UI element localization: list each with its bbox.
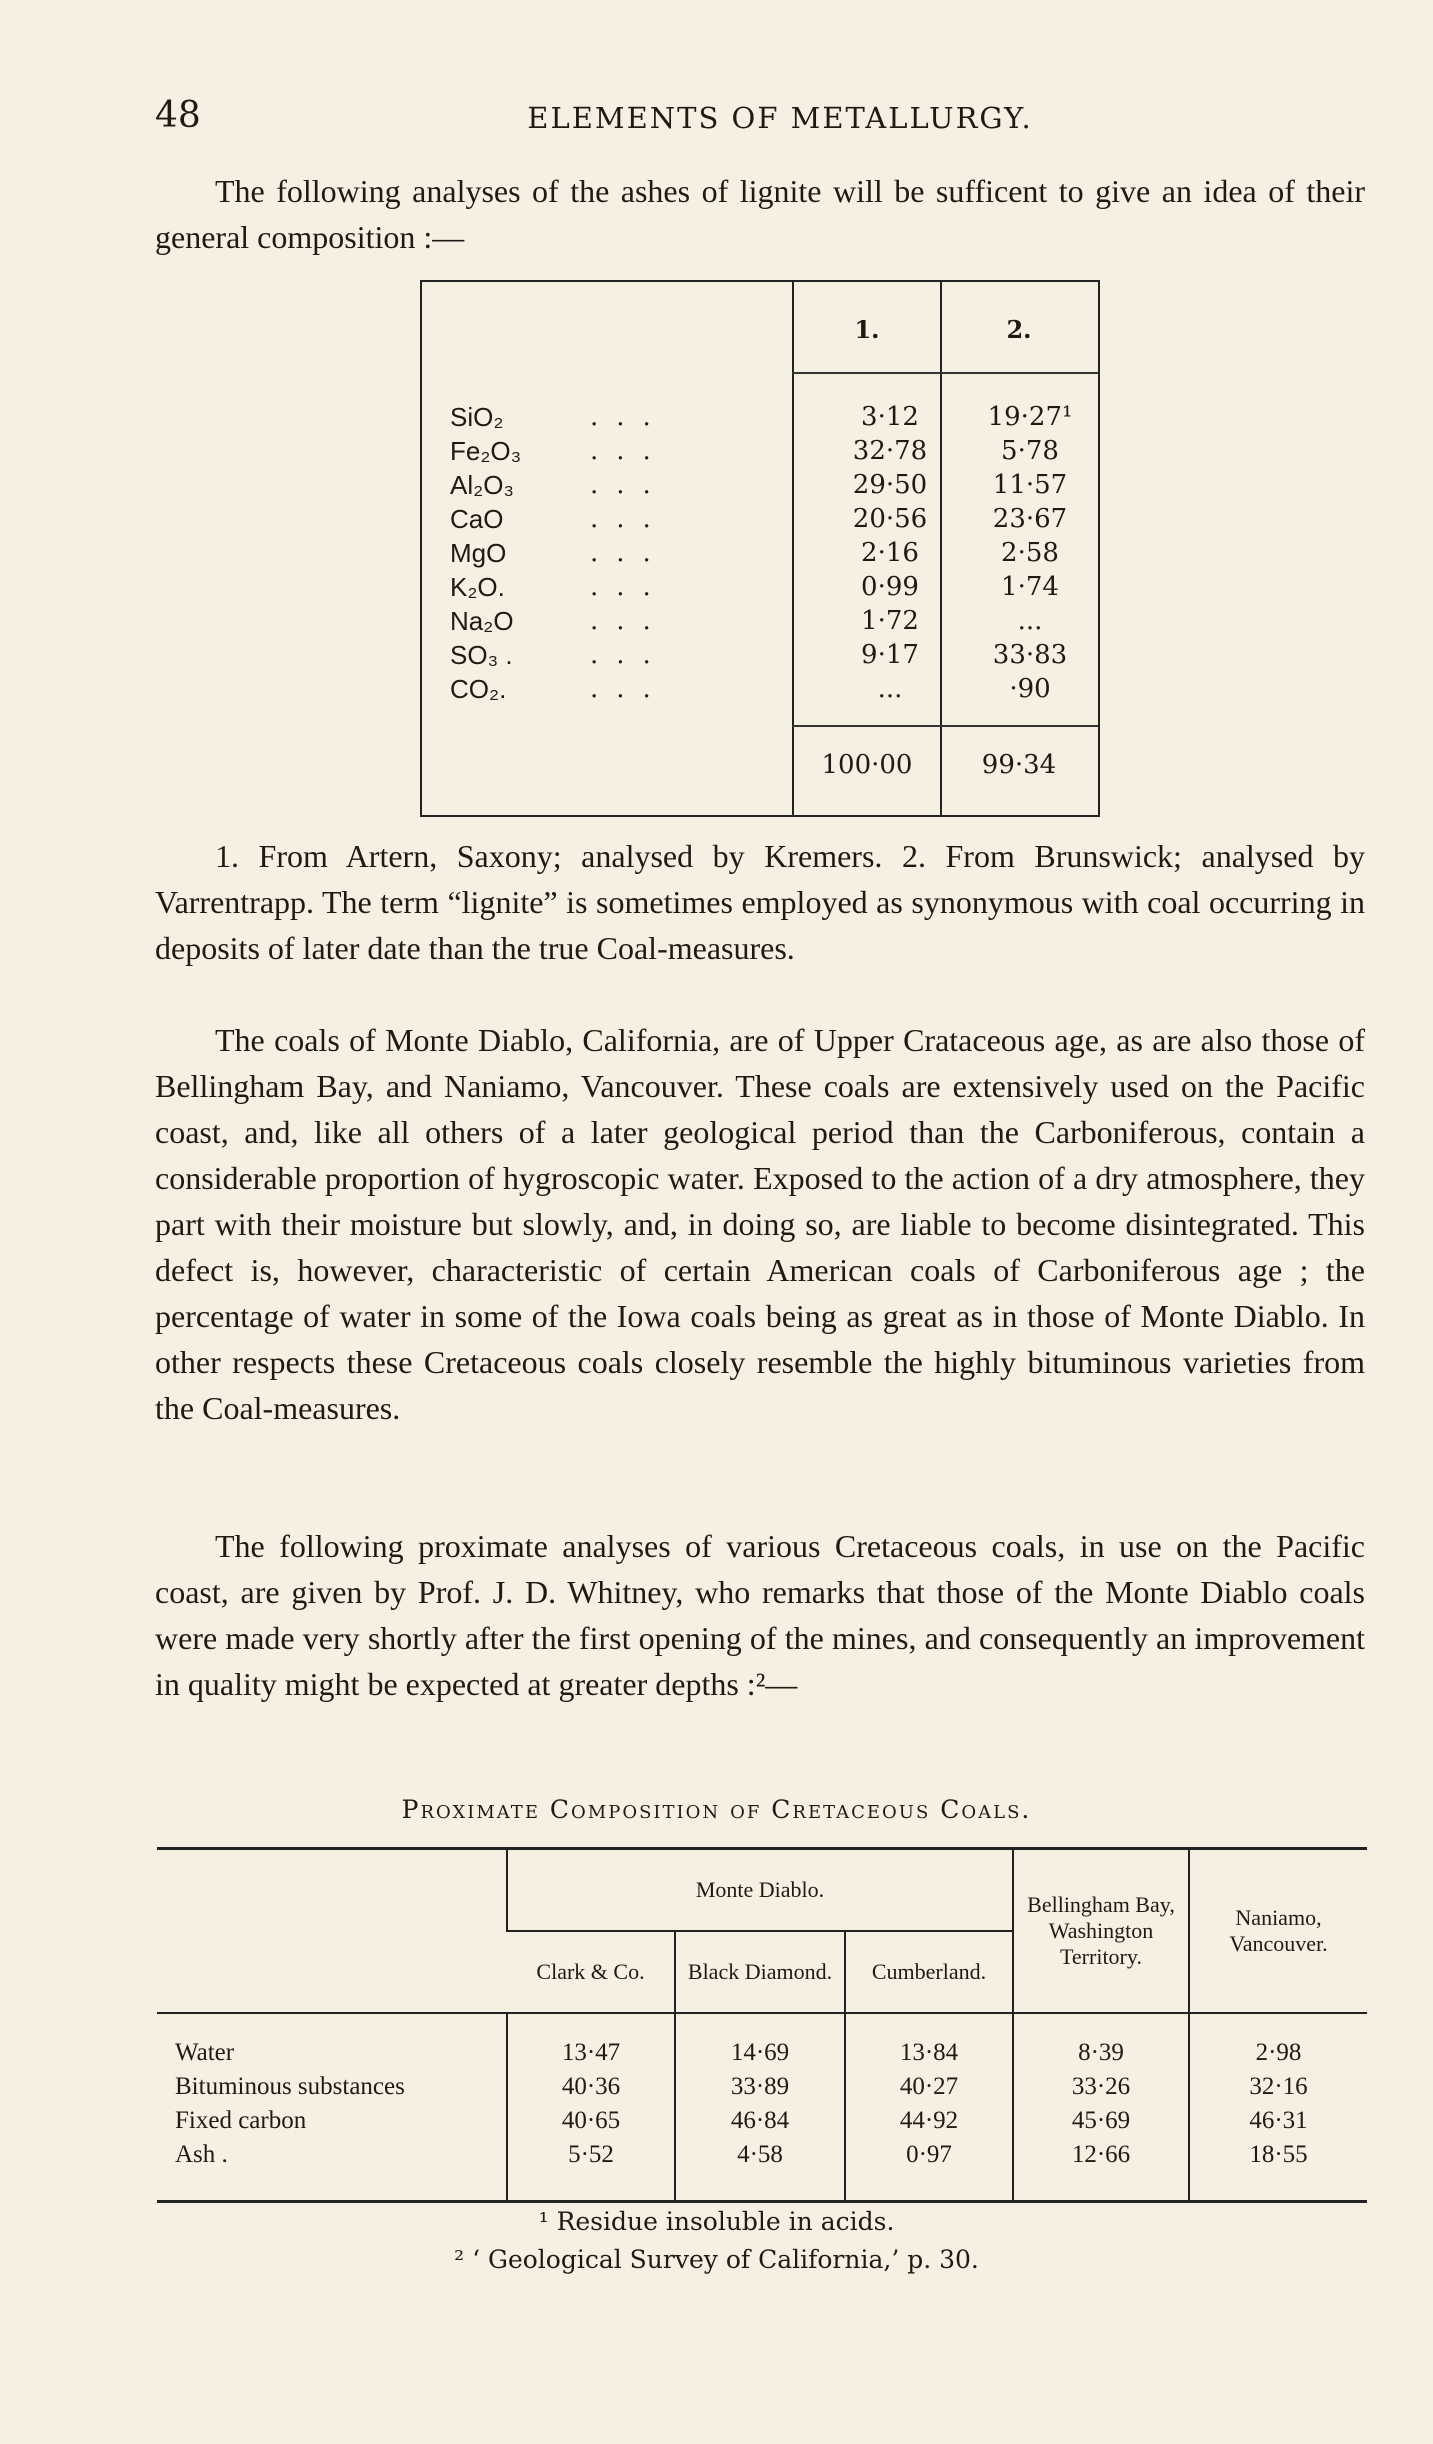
lignite-ash-table [420,280,1100,817]
total-2: 99·34 [981,750,1057,780]
table-row: K₂O. ... 0·99 1·74 [450,572,1059,602]
table-rows [450,400,1090,706]
table-caption: Proximate Composition of Cretaceous Coals. [401,1795,1032,1824]
column-header-1: 1. [854,315,880,344]
table-row: Al₂O₃ ... 29·50 11·57 [450,470,1068,500]
table-row: CaO ... 20·56 23·67 [450,504,1068,534]
table-row: Bituminous substances 40·36 33·89 40·27 33·26 32·16 [157,2070,1367,2104]
clark-header: Clark & Co. [507,1931,675,2013]
running-title: ELEMENTS OF METALLURGY. [527,101,1033,135]
table-row: MgO ... 2·16 2·58 [450,538,1059,568]
naniamo-header: Naniamo, Vancouver. [1189,1849,1367,2014]
paragraph-proximate-analyses: The following proximate analyses of various Cretaceous coals, in use on the Pacific coast, are given by Prof. J. D. Whitney, who remarks that those of the Monte Diablo coals were made very shortly after the first opening of the mines, and consequently an improvement in quality might be expected at greater depths :²— [155,1528,1365,1702]
bellingham-header: Bellingham Bay, Washington Territory. [1013,1849,1189,2014]
table-row: SO₃ . ... 9·17 33·83 [450,640,1068,670]
table-row: Fe₂O₃ ... 32·78 5·78 [450,436,1059,466]
table-row: Na₂O ... 1·72 ... [450,606,1043,636]
intro-paragraph: The following analyses of the ashes of lignite will be sufficent to give an idea of their general composition :— [155,173,1365,255]
table-row: SiO₂ ... 3·12 19·27¹ [450,402,1073,432]
table-row: Ash . 5·52 4·58 0·97 12·66 18·55 [157,2138,1367,2202]
total-1: 100·00 [821,750,913,780]
cretaceous-coals-table [157,1847,1367,2207]
column-header-2: 2. [1006,315,1032,344]
footnote-2: ² ‘ Geological Survey of California,’ p. 30. [454,2245,979,2274]
running-head [155,95,1365,135]
table-row: CO₂. ... ... ·90 [450,674,1051,704]
black-diamond-header: Black Diamond. [675,1931,845,2013]
page-number: 48 [155,95,201,136]
footnote-1: ¹ Residue insoluble in acids. [538,2207,895,2236]
paragraph-monte-diablo: The coals of Monte Diablo, California, are of Upper Crataceous age, as are also those of Bellingham Bay, and Naniamo, Vancouver. These coals are extensively used on the Pacific coast, and, like all others of a later geological period than the Carboniferous, contain a considerable proportion of hygroscopic water. Exposed to the action of a dry atmosphere, they part with their moisture but slowly, and, in doing so, are liable to become disintegrated. This defect is, however, characteristic of certain American coals of Carboniferous age ; the percentage of water in some of the Iowa coals being as great as in those of Monte Diablo. In other respects these Cretaceous coals closely resemble the highly bituminous varieties from the Coal-measures. [155,1022,1365,1426]
table-row: Fixed carbon 40·65 46·84 44·92 45·69 46·31 [157,2104,1367,2138]
table-row: Water 13·47 14·69 13·84 8·39 2·98 [157,2013,1367,2070]
monte-diablo-header: Monte Diablo. [507,1849,1013,1932]
paragraph-sources: 1. From Artern, Saxony; analysed by Kremers. 2. From Brunswick; analysed by Varrentrapp. The term “lignite” is sometimes employed as synonymous with coal occurring in deposits of later date than the true Coal-measures. [155,838,1365,966]
cumberland-header: Cumberland. [845,1931,1013,2013]
